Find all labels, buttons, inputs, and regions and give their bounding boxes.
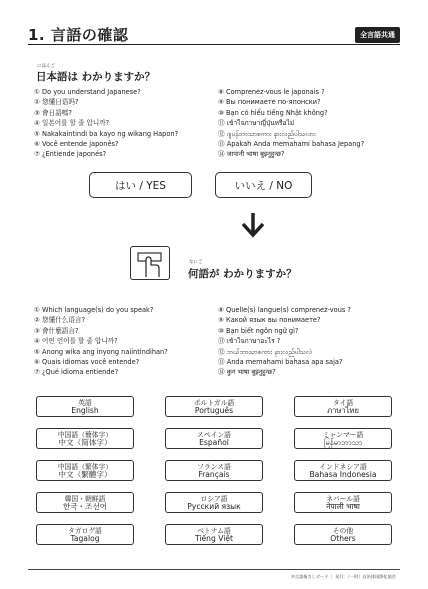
list-item: ⑨ Вы понимаете по-японски?	[218, 98, 321, 107]
language-button-others[interactable]	[294, 524, 392, 545]
language-name-native: 中文（繁體字）	[58, 470, 112, 480]
language-name-native: 한국・조선어	[62, 502, 108, 512]
language-button-thai[interactable]	[294, 396, 392, 417]
language-name-jp: タガログ語	[68, 526, 102, 535]
list-item: ⑦ ¿Qué idioma entiende?	[34, 368, 119, 377]
language-name-native: 中文（简体字）	[58, 438, 112, 448]
no-button[interactable]: いいえ / NO	[215, 172, 312, 198]
list-item: ⑫ ဘယ်ဘာသာစကား နားလည်ပါသလဲ	[218, 347, 313, 356]
language-button-chinese-traditional[interactable]	[36, 460, 134, 481]
list-item: ⑭ कुन भाषा बुझ्नुहुन्छ?	[218, 368, 276, 377]
list-item: ⑧ Quelle(s) langue(s) comprenez-vous ?	[218, 306, 351, 314]
language-name-jp: 英語	[78, 398, 92, 407]
language-name-jp: 韓国・朝鮮語	[64, 494, 106, 503]
arrow-down-icon	[240, 212, 266, 238]
language-name-native: Español	[199, 438, 229, 448]
list-item: ⑫ ဂျပန်ဘာသာစကား နားလည်ပါသလား	[218, 129, 316, 138]
list-item: ③ 會什麼語言?	[34, 326, 79, 335]
list-item: ⑩ Bạn có hiểu tiếng Nhật không?	[218, 108, 328, 117]
list-item: ④ 일본어를 할 줄 압니까?	[34, 119, 110, 128]
language-name-jp: ネパール語	[326, 494, 360, 503]
list-item: ③ 會日語嗎?	[34, 108, 72, 117]
list-item: ⑨ Какой язык вы понимаете?	[218, 316, 321, 325]
list-item: ② 您懂日语吗?	[34, 98, 79, 107]
language-name-native: Português	[194, 406, 234, 416]
language-button-tagalog[interactable]	[36, 524, 134, 545]
list-item: ⑬ Apakah Anda memahami bahasa Jepang?	[218, 140, 365, 149]
question2-translations-left	[34, 305, 168, 378]
question2-heading: 何語が わかりますか？	[188, 268, 297, 280]
list-item: ⑭ जापानी भाषा बुझ्नुहुन्छ?	[218, 150, 285, 159]
question1-heading: 日本語は わかりますか？	[36, 71, 156, 83]
list-item: ⑪ เข้าใจภาษาอะไร ?	[218, 337, 281, 346]
language-name-native: नेपाली भाषा	[326, 502, 360, 512]
language-name-native: ภาษาไทย	[327, 406, 359, 416]
language-name-jp: その他	[332, 526, 354, 535]
language-name-jp: ロシア語	[200, 494, 228, 503]
page-title: 1. 言語の確認	[28, 26, 129, 44]
language-button-korean[interactable]	[36, 492, 134, 513]
language-button-spanish[interactable]	[165, 428, 263, 449]
language-name-native: Tagalog	[70, 534, 100, 544]
language-name-jp: インドネシア語	[319, 462, 367, 471]
language-name-native: Français	[198, 470, 230, 480]
language-name-jp: フランス語	[197, 462, 231, 471]
question1-translations-right	[218, 87, 364, 160]
language-name-native: Bahasa Indonesia	[309, 470, 377, 480]
pointing-finger-icon	[131, 247, 168, 278]
language-name-jp: 中国語（簡体字）	[57, 430, 113, 439]
list-item: ④ 어떤 언어를 할 줄 압니까?	[34, 337, 118, 346]
question1-ruby: にほんご	[37, 64, 55, 69]
list-item: ⑤ Anong wika ang inyong naiintindihan?	[34, 347, 168, 356]
list-item: ⑩ Bạn biết ngôn ngữ gì?	[218, 326, 299, 335]
language-button-portuguese[interactable]	[165, 396, 263, 417]
list-item: ① Which language(s) do you speak?	[34, 306, 154, 314]
list-item: ⑦ ¿Entiende japonés?	[34, 150, 107, 159]
language-button-nepali[interactable]	[294, 492, 392, 513]
title-divider	[28, 44, 400, 45]
language-name-jp: スペイン語	[197, 430, 231, 439]
yes-button[interactable]: はい / YES	[89, 172, 192, 198]
language-name-native: English	[71, 406, 99, 416]
list-item: ⑤ Nakakaintindi ba kayo ng wikang Hapon?	[34, 129, 179, 138]
language-name-jp: ミャンマー語	[322, 430, 364, 439]
language-name-jp: ベトナム語	[197, 526, 231, 535]
question1-translations-left	[34, 87, 178, 160]
language-button-russian[interactable]	[165, 492, 263, 513]
language-button-chinese-simplified[interactable]	[36, 428, 134, 449]
language-button-indonesian[interactable]	[294, 460, 392, 481]
list-item: ⑬ Anda memahami bahasa apa saja?	[218, 358, 343, 367]
language-name-jp: 中国語（繁体字）	[57, 462, 113, 471]
question2-ruby: なにご	[189, 260, 203, 265]
category-badge: 全言語共通	[355, 27, 400, 43]
language-name-jp: タイ語	[332, 398, 354, 407]
footer-divider	[28, 569, 400, 570]
language-button-french[interactable]	[165, 460, 263, 481]
language-name-native: မြန်မာဘာသာ	[324, 438, 362, 448]
list-item: ⑥ Você entende japonês?	[34, 140, 119, 149]
language-name-jp: ポルトガル語	[193, 398, 235, 407]
list-item: ⑪ เข้าใจภาษาญี่ปุ่นหรือไม่	[218, 119, 295, 128]
tap-screen-illustration	[130, 246, 170, 280]
language-button-vietnamese[interactable]	[165, 524, 263, 545]
list-item: ⑧ Comprenez-vous le japonais ?	[218, 88, 325, 96]
question2-translations-right	[218, 305, 351, 378]
language-button-english[interactable]	[36, 396, 134, 417]
language-name-native: Русский язык	[187, 502, 241, 512]
list-item: ⑥ Quais idiomas você entende?	[34, 358, 140, 367]
footer-credit: 多言語指さしボード ｜ 発行：（一財）自治体国際化協会	[290, 574, 396, 579]
list-item: ② 您懂什么语言?	[34, 316, 86, 325]
list-item: ① Do you understand Japanese?	[34, 88, 141, 96]
language-name-native: Others	[330, 534, 356, 544]
language-button-myanmar[interactable]	[294, 428, 392, 449]
language-name-native: Tiếng Việt	[194, 534, 234, 544]
